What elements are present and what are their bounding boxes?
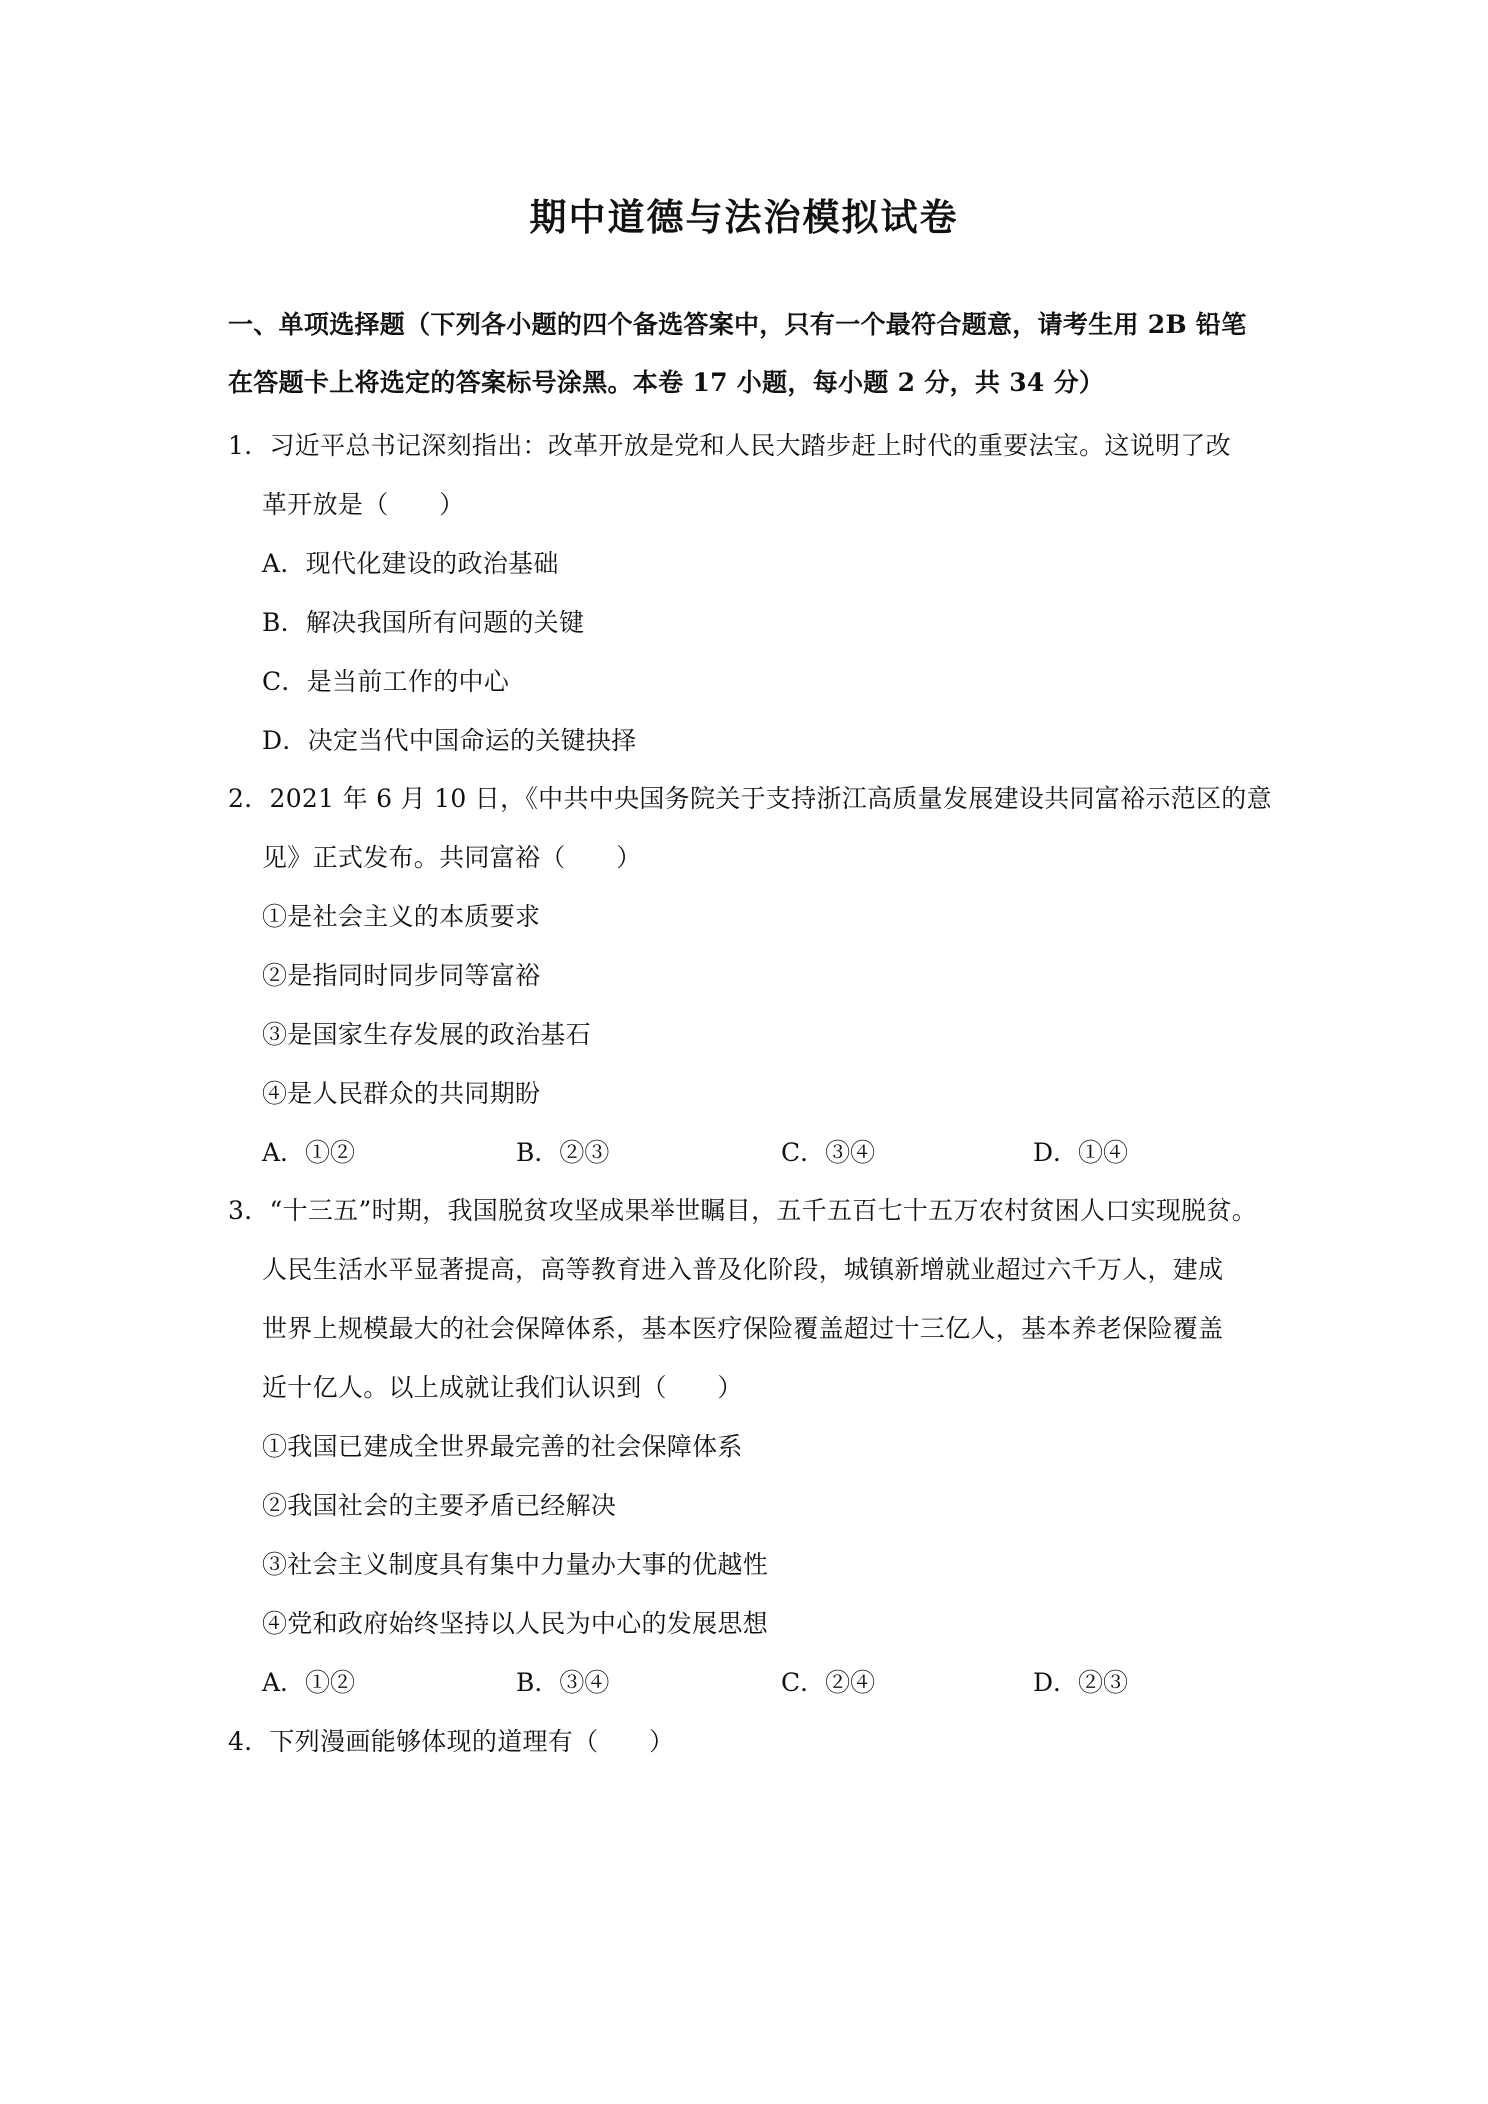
- statement-4: ④党和政府始终坚持以人民为中心的发展思想: [262, 1609, 769, 1638]
- option-d: D．决定当代中国命运的关键抉择: [262, 726, 637, 755]
- question-stem-line: 人民生活水平显著提高，高等教育进入普及化阶段，城镇新增就业超过六千万人，建成: [262, 1255, 1224, 1284]
- question-stem-line: 1．习近平总书记深刻指出：改革开放是党和人民大踏步赶上时代的重要法宝。这说明了改: [228, 431, 1231, 460]
- option-a: A．现代化建设的政治基础: [262, 549, 559, 578]
- question-stem-line: 见》正式发布。共同富裕（ ）: [262, 843, 642, 872]
- choice-a: A．①②: [262, 1668, 356, 1697]
- statement-1: ①我国已建成全世界最完善的社会保障体系: [262, 1432, 743, 1461]
- question-stem-line: 革开放是（ ）: [262, 490, 465, 519]
- choice-c: C．②④: [781, 1668, 876, 1697]
- statement-2: ②是指同时同步同等富裕: [262, 961, 541, 990]
- choice-a: A．①②: [262, 1138, 356, 1167]
- question-stem-line: 2．2021 年 6 月 10 日，《中共中央国务院关于支持浙江高质量发展建设共同富裕示范区的意: [228, 784, 1272, 813]
- question-stem-line: 4．下列漫画能够体现的道理有（ ）: [228, 1727, 675, 1756]
- option-c: C．是当前工作的中心: [262, 667, 510, 696]
- choice-b: B．③④: [516, 1668, 610, 1697]
- statement-4: ④是人民群众的共同期盼: [262, 1079, 541, 1108]
- statement-3: ③是国家生存发展的政治基石: [262, 1020, 591, 1049]
- statement-1: ①是社会主义的本质要求: [262, 902, 541, 931]
- statement-3: ③社会主义制度具有集中力量办大事的优越性: [262, 1550, 769, 1579]
- choice-c: C．③④: [781, 1138, 876, 1167]
- question-stem-line: 世界上规模最大的社会保障体系，基本医疗保险覆盖超过十三亿人，基本养老保险覆盖: [262, 1314, 1224, 1343]
- question-stem-line: 近十亿人。以上成就让我们认识到（ ）: [262, 1373, 743, 1402]
- question-stem-line: 3．“十三五”时期，我国脱贫攻坚成果举世瞩目，五千五百七十五万农村贫困人口实现脱贫。: [228, 1196, 1258, 1225]
- statement-2: ②我国社会的主要矛盾已经解决: [262, 1491, 617, 1520]
- choice-b: B．②③: [516, 1138, 610, 1167]
- choice-d: D．①④: [1033, 1138, 1129, 1167]
- section-instructions-line2: 在答题卡上将选定的答案标号涂黑。本卷 17 小题，每小题 2 分，共 34 分）: [228, 368, 1105, 397]
- option-b: B．解决我国所有问题的关键: [262, 608, 585, 637]
- section-instructions-line1: 一、单项选择题（下列各小题的四个备选答案中，只有一个最符合题意，请考生用 2B 铅笔: [228, 310, 1247, 339]
- page-title: 期中道德与法治模拟试卷: [529, 195, 959, 239]
- choice-d: D．②③: [1033, 1668, 1129, 1697]
